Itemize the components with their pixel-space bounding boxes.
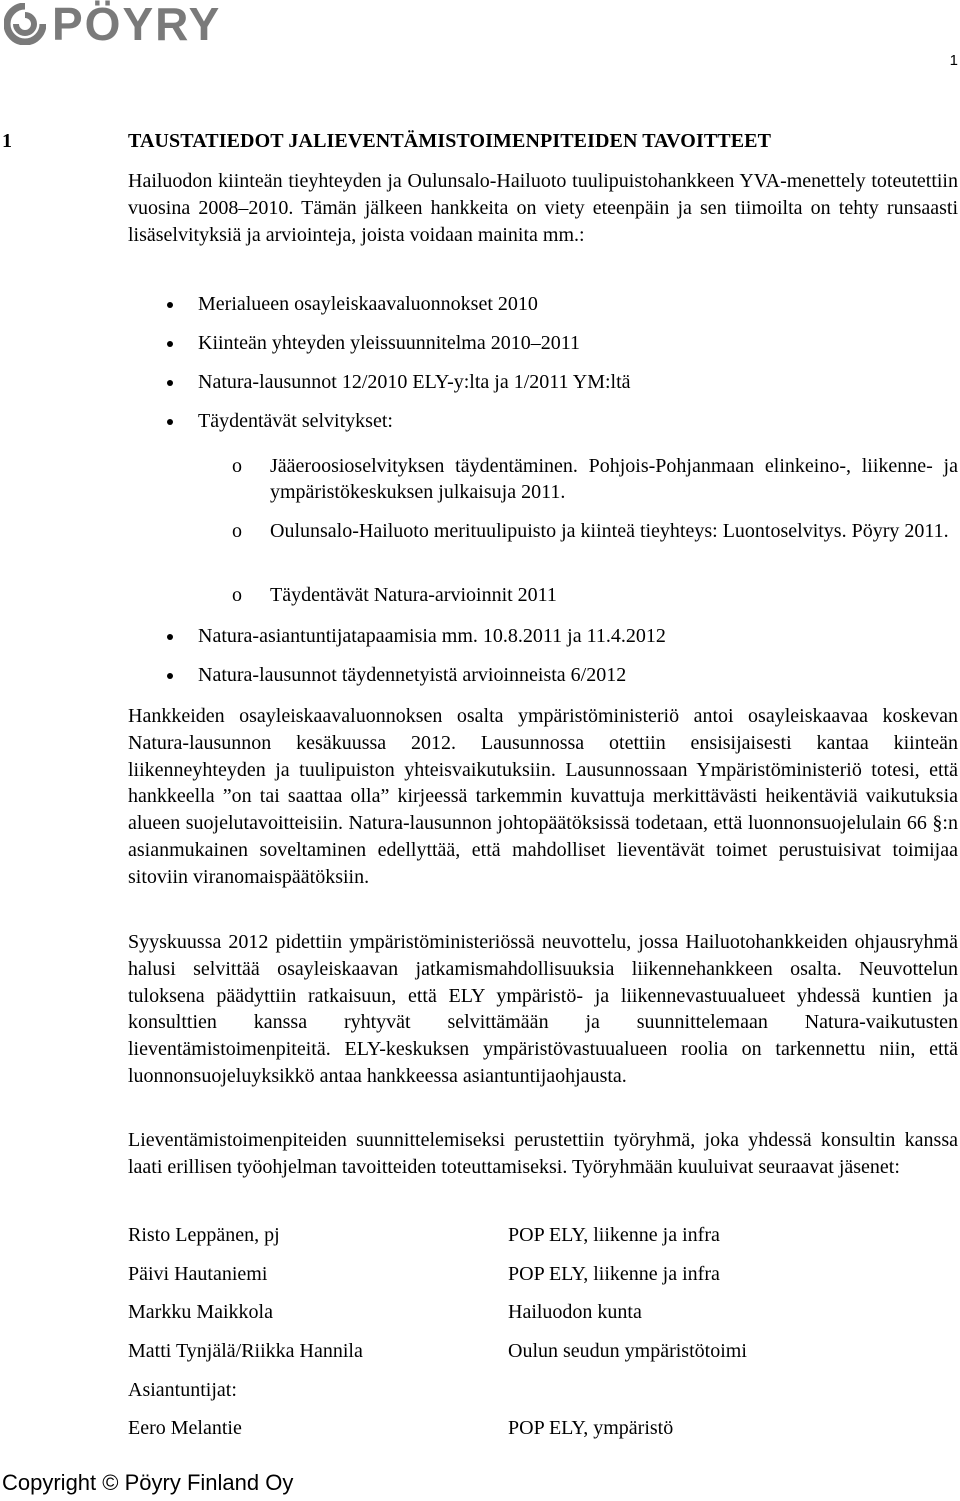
intro-block (128, 168, 958, 248)
member-name: Eero Melantie (128, 1417, 242, 1439)
logo-wordmark: PÖYRY (52, 0, 222, 50)
member-organization: POP ELY, liikenne ja infra (508, 1224, 720, 1246)
bullet-icon (167, 419, 173, 425)
bullet-icon (167, 380, 173, 386)
member-name: Matti Tynjälä/Riikka Hannila (128, 1340, 363, 1362)
member-name: Risto Leppänen, pj (128, 1224, 280, 1246)
section-title: TAUSTATIEDOT JALIEVENTÄMISTOIMENPITEIDEN TAVOITTEET (128, 130, 772, 152)
poyry-logo-mark-icon (4, 3, 46, 45)
body-paragraph: Hankkeiden osayleiskaavaluonnoksen osalta ympäristöministeriö antoi osayleiskaavaa koskevan Natura-lausunnon kesäkuussa 2012. Lausunnossa otettiin ensisijaisesti kantaa kiinteän liikenneyhteyden ja tuulipuiston yhteisvaikutuksiin. Lausunnossaan Ympäristöministeriö totesi, että hankkeella ”on tai saattaa olla” kirjeessä tarkemmin kuvattuja merkittävästi heikentäviä vaikutuksia alueen suojelutavoitteisiin. Natura-lausunnon johtopäätöksissä todetaan, että luonnonsuojelulain 66 §:n asianmukainen soveltaminen edellyttää, että mahdolliset lieventävät toimet perustuisivat toimijaa sitoviin viranomaispäätöksiin. (128, 705, 958, 888)
member-name: Markku Maikkola (128, 1301, 273, 1323)
intro-paragraph: Hailuodon kiinteän tieyhteyden ja Oulunsalo-Hailuoto tuulipuistohankkeen YVA-menettely toteutettiin vuosina 2008–2010. Tämän jälkeen hankkeita on viety eteenpäin ja sen tiimoilta on tehty runsaasti lisäselvityksiä ja arviointeja, joista voidaan mainita mm.: (128, 170, 958, 246)
sub-bullet-marker: o (232, 584, 242, 606)
member-organization: Oulun seudun ympäristötoimi (508, 1340, 747, 1362)
paragraph-block-3 (128, 1127, 958, 1181)
sub-bullet-marker: o (232, 455, 242, 477)
bullet-icon (167, 634, 173, 640)
member-organization: POP ELY, liikenne ja infra (508, 1263, 720, 1285)
poyry-logo (4, 0, 222, 50)
paragraph-block-2 (128, 929, 958, 1090)
member-organization: Hailuodon kunta (508, 1301, 642, 1323)
bullet-icon (167, 341, 173, 347)
sub-bullet-marker: o (232, 520, 242, 542)
body-paragraph: Lieventämistoimenpiteiden suunnittelemiseksi perustettiin työryhmä, joka yhdessä konsultin kanssa laati erillisen työohjelman tavoitteiden toteuttamiseksi. Työryhmään kuuluivat seuraavat jäsenet: (128, 1129, 958, 1178)
body-paragraph: Syyskuussa 2012 pidettiin ympäristöministeriössä neuvottelu, jossa Hailuotohankkeiden ohjausryhmä halusi selvittää osayleiskaavan jatkamismahdollisuuksia liikennehankkeen osalta. Neuvottelun tuloksena päädyttiin ratkaisuun, että ELY ympäristö- ja liikennevastuualueet yhdessä kuntien ja konsulttien kanssa ryhtyvät selvittämään ja suunnittelemaan Natura-vaikutusten lieventämistoimenpiteitä. ELY-keskuksen ympäristövastuualueen roolia on tarkennettu niin, että luonnonsuojeluyksikkö antaa hankkeessa asiantuntijaohjausta. (128, 931, 958, 1087)
experts-label: Asiantuntijat: (128, 1379, 237, 1401)
bullet-list: Merialueen osayleiskaavaluonnokset 2010 Kiinteän yhteyden yleissuunnitelma 2010–2011 Natura-lausunnot 12/2010 ELY-y:lta ja 1/2011 YM:ltä Täydentävät selvitykset: o Jääeroosioselvityksen täydentäminen. Pohjois-Pohjanmaan elinkeino-, liikenne- ja ympäristökeskuksen julkaisuja 2011. o Oulunsalo-Hailuoto merituulipuisto ja kiinteä tieyhteys: Luontoselvitys. Pöyry 2011. o Täydentävät Natura-arvioinnit 2011 Natura-asiantuntijatapaamisia mm. 10.8.2011 ja 11.4.2012 Natura-lausunnot täydennetyistä arvioinneista 6/2012 (128, 291, 958, 691)
section-number: 1 (2, 130, 12, 152)
copyright-footer: Copyright © Pöyry Finland Oy (2, 1470, 294, 1495)
bullet-icon (167, 673, 173, 679)
bullet-icon (167, 302, 173, 308)
paragraph-block-1 (128, 703, 958, 891)
page-number: 1 (949, 52, 958, 69)
member-organization: POP ELY, ympäristö (508, 1417, 674, 1439)
member-name: Päivi Hautaniemi (128, 1263, 268, 1285)
